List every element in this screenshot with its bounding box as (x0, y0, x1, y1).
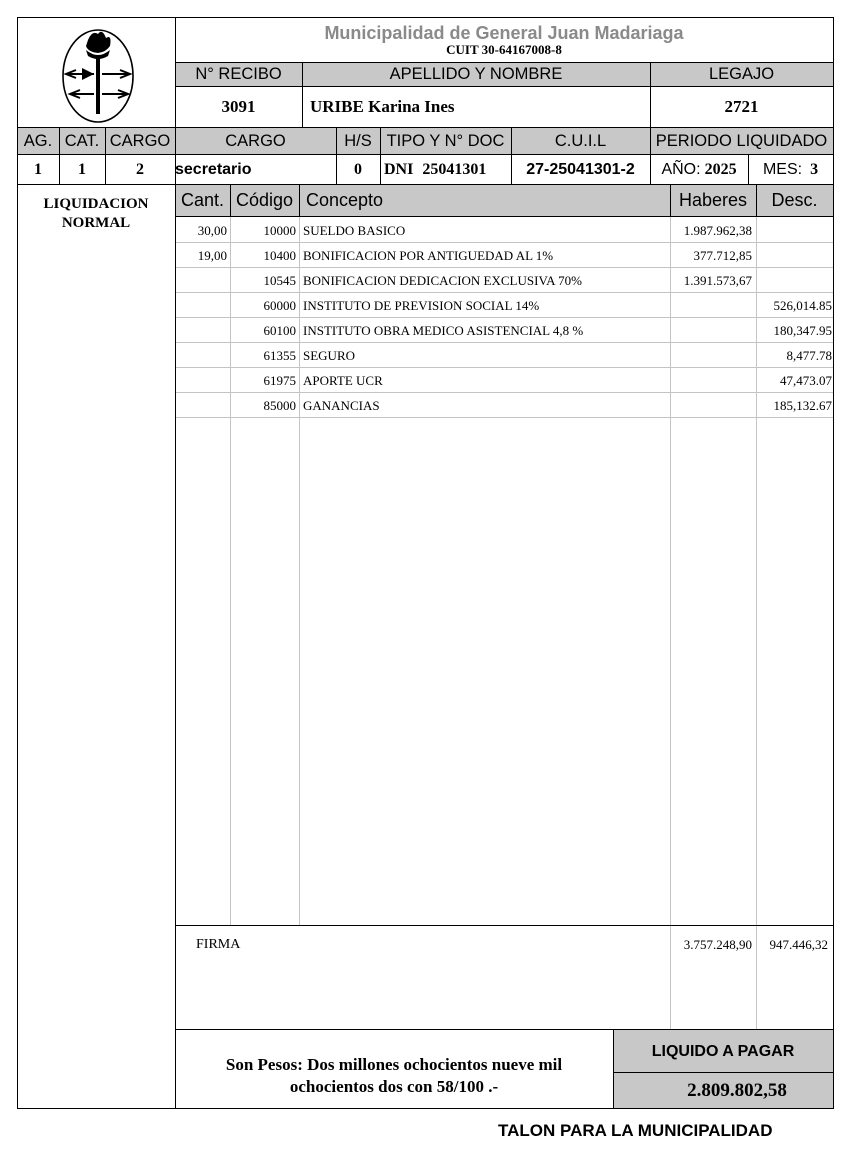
cell-desc: 180,347.95 (773, 322, 832, 338)
doc-type: DNI (384, 160, 414, 178)
cell-haberes: 1.391.573,67 (683, 272, 752, 288)
periodo-label: PERIODO LIQUIDADO (655, 131, 828, 150)
liquidacion-type: LIQUIDACION NORMAL (43, 196, 149, 231)
cell-haberes: 1.987.962,38 (683, 222, 752, 238)
cargo-code-value: 2 (136, 160, 144, 178)
firma-label: FIRMA (196, 937, 241, 952)
liquido-label: LIQUIDO A PAGAR (651, 1043, 795, 1060)
anio-field (650, 155, 748, 184)
total-desc: 947.446,32 (769, 937, 828, 952)
anio-value: 2025 (704, 160, 737, 178)
cuil-label: C.U.I.L (554, 131, 607, 150)
son-pesos-label: Son Pesos: (225, 1055, 303, 1074)
col-desc-header: Desc. (771, 190, 818, 210)
ag-value: 1 (34, 160, 42, 178)
cat-value: 1 (78, 160, 86, 178)
cell-haberes (670, 293, 752, 318)
son-pesos-line1: Dos millones ochocientos nueve mil (307, 1055, 563, 1074)
cell-concepto: APORTE UCR (303, 372, 383, 388)
municipal-emblem (58, 26, 138, 126)
cell-haberes (670, 318, 752, 343)
cell-desc: 185,132.67 (773, 397, 832, 413)
anio-label: AÑO: (661, 160, 701, 178)
ag-label: AG. (23, 131, 53, 150)
page-title: Municipalidad de General Juan Madariaga (324, 22, 684, 43)
cell-codigo: 10545 (263, 272, 296, 288)
cell-cant: 19,00 (197, 247, 227, 263)
cell-concepto: INSTITUTO DE PREVISION SOCIAL 14% (303, 297, 540, 313)
legajo-value: 2721 (724, 97, 759, 116)
cell-concepto: BONIFICACION POR ANTIGUEDAD AL 1% (303, 247, 554, 263)
cell-haberes: 377.712,85 (693, 247, 752, 263)
mes-value: 3 (810, 160, 819, 178)
cell-codigo: 61355 (263, 347, 296, 363)
cuil-value: 27-25041301-2 (526, 160, 635, 178)
cargo-code-label: CARGO (109, 131, 171, 150)
cell-cant (175, 368, 227, 393)
cat-label: CAT. (64, 131, 100, 150)
doc-number: 25041301 (422, 160, 487, 178)
doc-value (384, 155, 511, 184)
cell-concepto: SUELDO BASICO (303, 222, 406, 238)
son-pesos (178, 1054, 610, 1098)
cell-desc: 526,014.85 (773, 297, 832, 313)
cuit: CUIT 30-64167008-8 (446, 42, 562, 57)
col-concepto-header: Concepto (306, 190, 384, 210)
cell-cant (175, 268, 227, 293)
col-cant-header: Cant. (180, 190, 225, 210)
cell-concepto: INSTITUTO OBRA MEDICO ASISTENCIAL 4,8 % (303, 322, 584, 338)
mes-field (748, 155, 833, 184)
cell-codigo: 10400 (263, 247, 296, 263)
cell-cant (175, 343, 227, 368)
nombre-value: URIBE Karina Ines (310, 97, 455, 116)
cell-cant (175, 293, 227, 318)
cell-codigo: 61975 (263, 372, 296, 388)
col-codigo-header: Código (235, 190, 294, 210)
cell-cant: 30,00 (197, 222, 227, 238)
cell-cant (175, 393, 227, 418)
torch-shield-icon (58, 26, 138, 126)
cell-codigo: 60100 (263, 322, 296, 338)
hs-label: H/S (344, 131, 372, 150)
hs-value: 0 (354, 160, 362, 178)
total-haberes: 3.757.248,90 (683, 937, 752, 952)
recibo-value: 3091 (221, 97, 256, 116)
mes-label: MES: (762, 160, 803, 178)
cell-codigo: 85000 (263, 397, 296, 413)
cell-haberes (670, 368, 752, 393)
liquido-value: 2.809.802,58 (687, 1080, 787, 1101)
cell-haberes (670, 393, 752, 418)
tipo-doc-label: TIPO Y N° DOC (386, 131, 505, 150)
cell-cant (175, 318, 227, 343)
talon-label: TALON PARA LA MUNICIPALIDAD (498, 1121, 773, 1140)
cell-desc (756, 243, 832, 268)
cell-desc: 8,477.78 (786, 347, 832, 363)
cell-desc (756, 268, 832, 293)
cell-desc: 47,473.07 (780, 372, 832, 388)
cell-desc (756, 218, 832, 243)
cell-haberes (670, 343, 752, 368)
cell-concepto: GANANCIAS (303, 397, 380, 413)
col-haberes-header: Haberes (678, 190, 748, 210)
cargo-value: secretario (175, 160, 252, 178)
cell-codigo: 10000 (263, 222, 296, 238)
recibo-label: N° RECIBO (195, 65, 282, 83)
legajo-label: LEGAJO (708, 65, 775, 83)
son-pesos-line2: ochocientos dos con 58/100 .- (289, 1077, 499, 1096)
cargo-label: CARGO (225, 131, 286, 150)
cell-codigo: 60000 (263, 297, 296, 313)
cell-concepto: SEGURO (303, 347, 356, 363)
apellido-label: APELLIDO Y NOMBRE (389, 65, 563, 83)
cell-concepto: BONIFICACION DEDICACION EXCLUSIVA 70% (303, 272, 582, 288)
